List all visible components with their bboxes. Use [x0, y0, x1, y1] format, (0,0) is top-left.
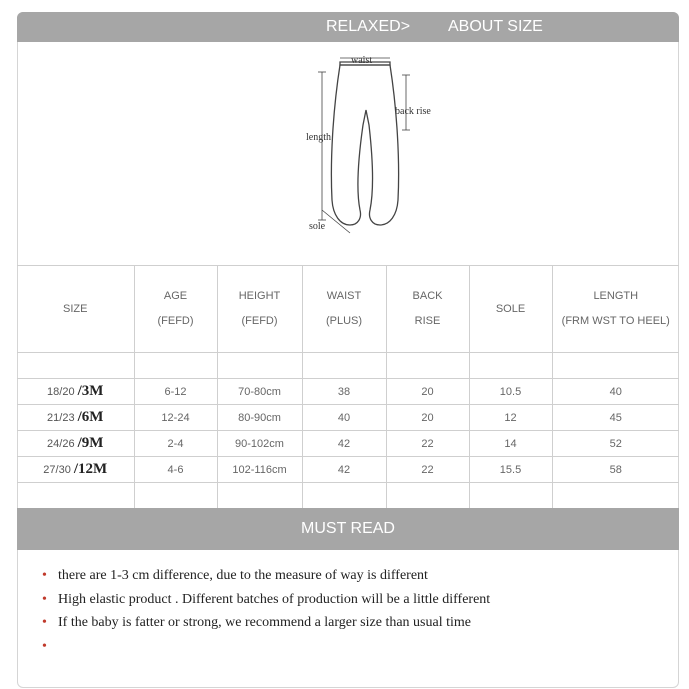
header-back-rise: BACK RISE [386, 266, 469, 353]
table-row: 18/20 /3M 6-12 70-80cm 38 20 10.5 40 [17, 379, 679, 405]
relaxed-label: RELAXED> [326, 18, 411, 35]
must-read-list [42, 568, 662, 662]
must-read-title: MUST READ [301, 520, 395, 537]
header-bar [17, 12, 679, 42]
tights-diagram [300, 50, 450, 240]
table-row: 27/30 /12M 4-6 102-116cm 42 22 15.5 58 [17, 457, 679, 483]
list-item: • If the baby is fatter or strong, we recommend a larger size than usual time [42, 615, 662, 639]
table-header-row [17, 266, 679, 353]
sole-label: sole [309, 221, 326, 232]
list-item: • there are 1-3 cm difference, due to the measure of way is different [42, 568, 662, 592]
list-item [42, 639, 662, 663]
tights-outline-icon [331, 62, 398, 225]
table-tail-row [17, 483, 679, 509]
header-length: LENGTH (FRM WST TO HEEL) [552, 266, 679, 353]
table-row: 24/26 /9M 2-4 90-102cm 42 22 14 52 [17, 431, 679, 457]
header-sole: SOLE [469, 266, 552, 353]
list-item: • High elastic product . Different batches of production will be a little different [42, 592, 662, 616]
back-rise-label: back rise [395, 106, 431, 117]
table-spacer-row [17, 353, 679, 379]
about-size-label: ABOUT SIZE [448, 18, 543, 35]
must-read-bar [17, 508, 679, 550]
waist-label: waist [351, 55, 373, 66]
header-height: HEIGHT (FEFD) [217, 266, 302, 353]
header-waist: WAIST (PLUS) [302, 266, 386, 353]
length-label: length [306, 132, 331, 143]
table-row: 21/23 /6M 12-24 80-90cm 40 20 12 45 [17, 405, 679, 431]
header-age: AGE (FEFD) [134, 266, 217, 353]
header-size: SIZE [17, 266, 134, 353]
size-table [17, 265, 679, 508]
